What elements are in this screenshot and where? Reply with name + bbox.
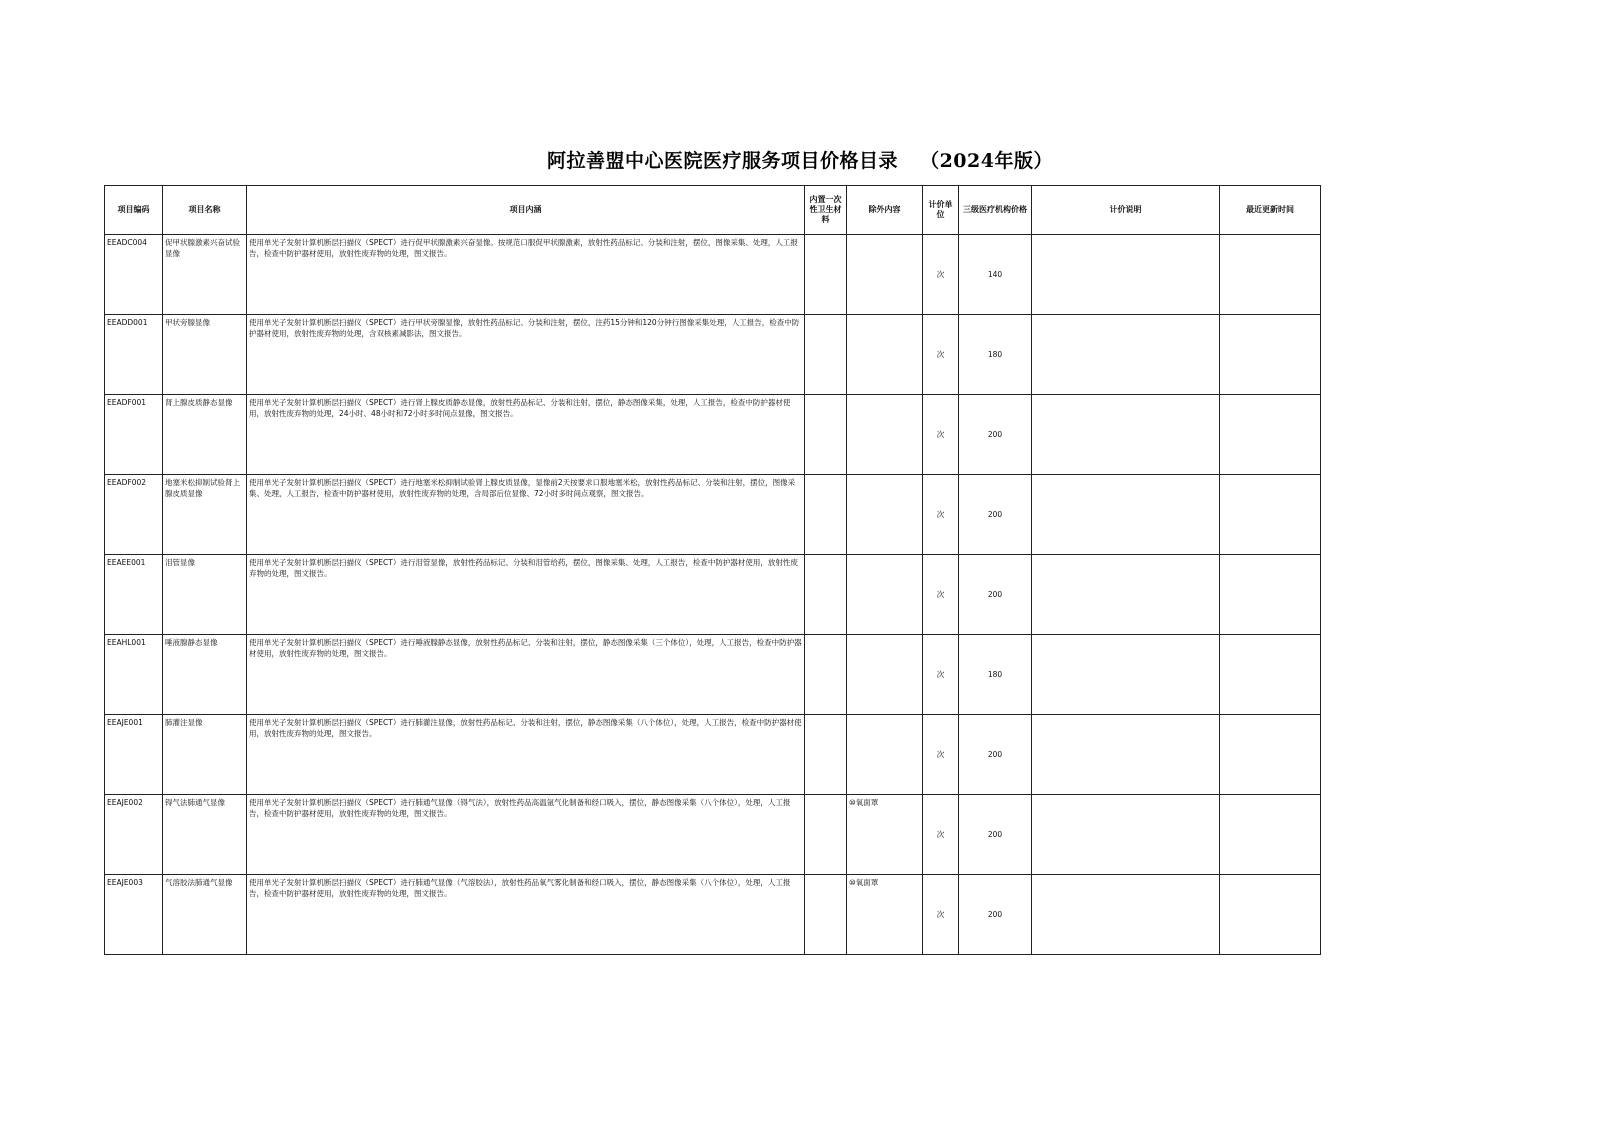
cell-updated (1220, 395, 1321, 475)
cell-note (1032, 315, 1220, 395)
cell-excluded (847, 395, 923, 475)
cell-code: EEAJE002 (105, 795, 163, 875)
cell-name: 泪管显像 (163, 555, 247, 635)
cell-material (805, 875, 847, 955)
header-name: 项目名称 (163, 186, 247, 235)
cell-updated (1220, 635, 1321, 715)
cell-note (1032, 795, 1220, 875)
cell-name: 甲状旁腺显像 (163, 315, 247, 395)
cell-excluded (847, 235, 923, 315)
document-title (0, 146, 1600, 173)
cell-excluded (847, 315, 923, 395)
header-excluded: 除外内容 (847, 186, 923, 235)
cell-unit: 次 (923, 555, 959, 635)
table-row (105, 715, 1321, 795)
cell-material (805, 555, 847, 635)
cell-code: EEADC004 (105, 235, 163, 315)
cell-content: 使用单光子发射计算机断层扫描仪（SPECT）进行肺灌注显像，放射性药品标记、分装和注射，摆位，静态图像采集（八个体位），处理，人工报告，检查中防护器材使用，放射性废弃物的处理，图文报告。 (247, 715, 805, 795)
cell-unit: 次 (923, 635, 959, 715)
cell-price: 200 (959, 795, 1032, 875)
cell-price: 180 (959, 635, 1032, 715)
header-price: 三级医疗机构价格 (959, 186, 1032, 235)
cell-name: 唾液腺静态显像 (163, 635, 247, 715)
cell-material (805, 715, 847, 795)
header-content: 项目内涵 (247, 186, 805, 235)
table-row (105, 395, 1321, 475)
cell-code: EEADF001 (105, 395, 163, 475)
cell-updated (1220, 795, 1321, 875)
title-main: 阿拉善盟中心医院医疗服务项目价格目录 (547, 150, 899, 172)
cell-updated (1220, 715, 1321, 795)
cell-price: 200 (959, 715, 1032, 795)
cell-price: 200 (959, 875, 1032, 955)
cell-unit: 次 (923, 715, 959, 795)
cell-price: 200 (959, 555, 1032, 635)
cell-material (805, 235, 847, 315)
cell-content: 使用单光子发射计算机断层扫描仪（SPECT）进行促甲状腺激素兴奋显像。按规范口服促甲状腺激素，放射性药品标记、分装和注射，摆位，图像采集、处理，人工报告，检查中防护器材使用，放射性废弃物的处理，图文报告。 (247, 235, 805, 315)
header-material: 内置一次性卫生材料 (805, 186, 847, 235)
table-row (105, 475, 1321, 555)
cell-note (1032, 475, 1220, 555)
cell-content: 使用单光子发射计算机断层扫描仪（SPECT）进行肺通气显像（气溶胶法），放射性药品氧气雾化制备和经口吸入，摆位，静态图像采集（八个体位），处理，人工报告，检查中防护器材使用，放射性废弃物的处理，图文报告。 (247, 875, 805, 955)
cell-name: 地塞米松抑制试验肾上腺皮质显像 (163, 475, 247, 555)
cell-unit: 次 (923, 795, 959, 875)
cell-excluded: ⑩氧面罩 (847, 795, 923, 875)
cell-updated (1220, 235, 1321, 315)
table-row (105, 635, 1321, 715)
cell-code: EEADD001 (105, 315, 163, 395)
cell-excluded: ⑩氧面罩 (847, 875, 923, 955)
cell-material (805, 315, 847, 395)
cell-price: 200 (959, 475, 1032, 555)
table-body (105, 235, 1321, 955)
table-row (105, 555, 1321, 635)
table-row (105, 235, 1321, 315)
header-updated: 最近更新时间 (1220, 186, 1321, 235)
cell-name: 锝气法肺通气显像 (163, 795, 247, 875)
header-unit: 计价单位 (923, 186, 959, 235)
cell-code: EEAJE003 (105, 875, 163, 955)
cell-material (805, 395, 847, 475)
table-row (105, 795, 1321, 875)
cell-excluded (847, 635, 923, 715)
cell-price: 140 (959, 235, 1032, 315)
cell-updated (1220, 315, 1321, 395)
title-edition: （2024年版） (920, 150, 1053, 172)
cell-name: 气溶胶法肺通气显像 (163, 875, 247, 955)
cell-updated (1220, 555, 1321, 635)
cell-price: 200 (959, 395, 1032, 475)
cell-name: 肾上腺皮质静态显像 (163, 395, 247, 475)
cell-unit: 次 (923, 875, 959, 955)
cell-content: 使用单光子发射计算机断层扫描仪（SPECT）进行肾上腺皮质静态显像，放射性药品标记、分装和注射，摆位，静态图像采集，处理，人工报告，检查中防护器材使用，放射性废弃物的处理，24小时、48小时和72小时多时间点显像，图文报告。 (247, 395, 805, 475)
cell-name: 肺灌注显像 (163, 715, 247, 795)
cell-excluded (847, 475, 923, 555)
cell-code: EEADF002 (105, 475, 163, 555)
cell-material (805, 475, 847, 555)
table-row (105, 315, 1321, 395)
cell-updated (1220, 875, 1321, 955)
cell-excluded (847, 555, 923, 635)
cell-material (805, 635, 847, 715)
cell-code: EEAHL001 (105, 635, 163, 715)
cell-content: 使用单光子发射计算机断层扫描仪（SPECT）进行泪管显像，放射性药品标记、分装和泪管给药，摆位，图像采集、处理，人工报告，检查中防护器材使用，放射性废弃物的处理，图文报告。 (247, 555, 805, 635)
cell-updated (1220, 475, 1321, 555)
cell-unit: 次 (923, 475, 959, 555)
cell-content: 使用单光子发射计算机断层扫描仪（SPECT）进行肺通气显像（锝气法），放射性药品高温氩气化制备和经口吸入，摆位，静态图像采集（八个体位），处理，人工报告，检查中防护器材使用，放射性废弃物的处理，图文报告。 (247, 795, 805, 875)
cell-material (805, 795, 847, 875)
cell-content: 使用单光子发射计算机断层扫描仪（SPECT）进行唾液腺静态显像，放射性药品标记、分装和注射，摆位，静态图像采集（三个体位），处理，人工报告，检查中防护器材使用，放射性废弃物的处理，图文报告。 (247, 635, 805, 715)
header-note: 计价说明 (1032, 186, 1220, 235)
cell-code: EEAJE001 (105, 715, 163, 795)
cell-note (1032, 235, 1220, 315)
cell-note (1032, 555, 1220, 635)
cell-unit: 次 (923, 235, 959, 315)
table-row (105, 875, 1321, 955)
cell-name: 促甲状腺激素兴奋试验显像 (163, 235, 247, 315)
cell-note (1032, 715, 1220, 795)
cell-note (1032, 395, 1220, 475)
cell-excluded (847, 715, 923, 795)
cell-note (1032, 875, 1220, 955)
cell-price: 180 (959, 315, 1032, 395)
header-code: 项目编码 (105, 186, 163, 235)
price-table (104, 185, 1321, 955)
cell-unit: 次 (923, 315, 959, 395)
cell-note (1032, 635, 1220, 715)
cell-unit: 次 (923, 395, 959, 475)
cell-content: 使用单光子发射计算机断层扫描仪（SPECT）进行地塞米松抑制试验肾上腺皮质显像，显像前2天按要求口服地塞米松，放射性药品标记、分装和注射，摆位，图像采集、处理，人工报告，检查中防护器材使用，放射性废弃物的处理，含局部后位显像、72小时多时间点观察，图文报告。 (247, 475, 805, 555)
cell-code: EEAEE001 (105, 555, 163, 635)
cell-content: 使用单光子发射计算机断层扫描仪（SPECT）进行甲状旁腺显像，放射性药品标记、分装和注射，摆位，注药15分钟和120分钟行图像采集处理，人工报告，检查中防护器材使用，放射性废弃物的处理，含双核素减影法，图文报告。 (247, 315, 805, 395)
table-header-row (105, 186, 1321, 235)
